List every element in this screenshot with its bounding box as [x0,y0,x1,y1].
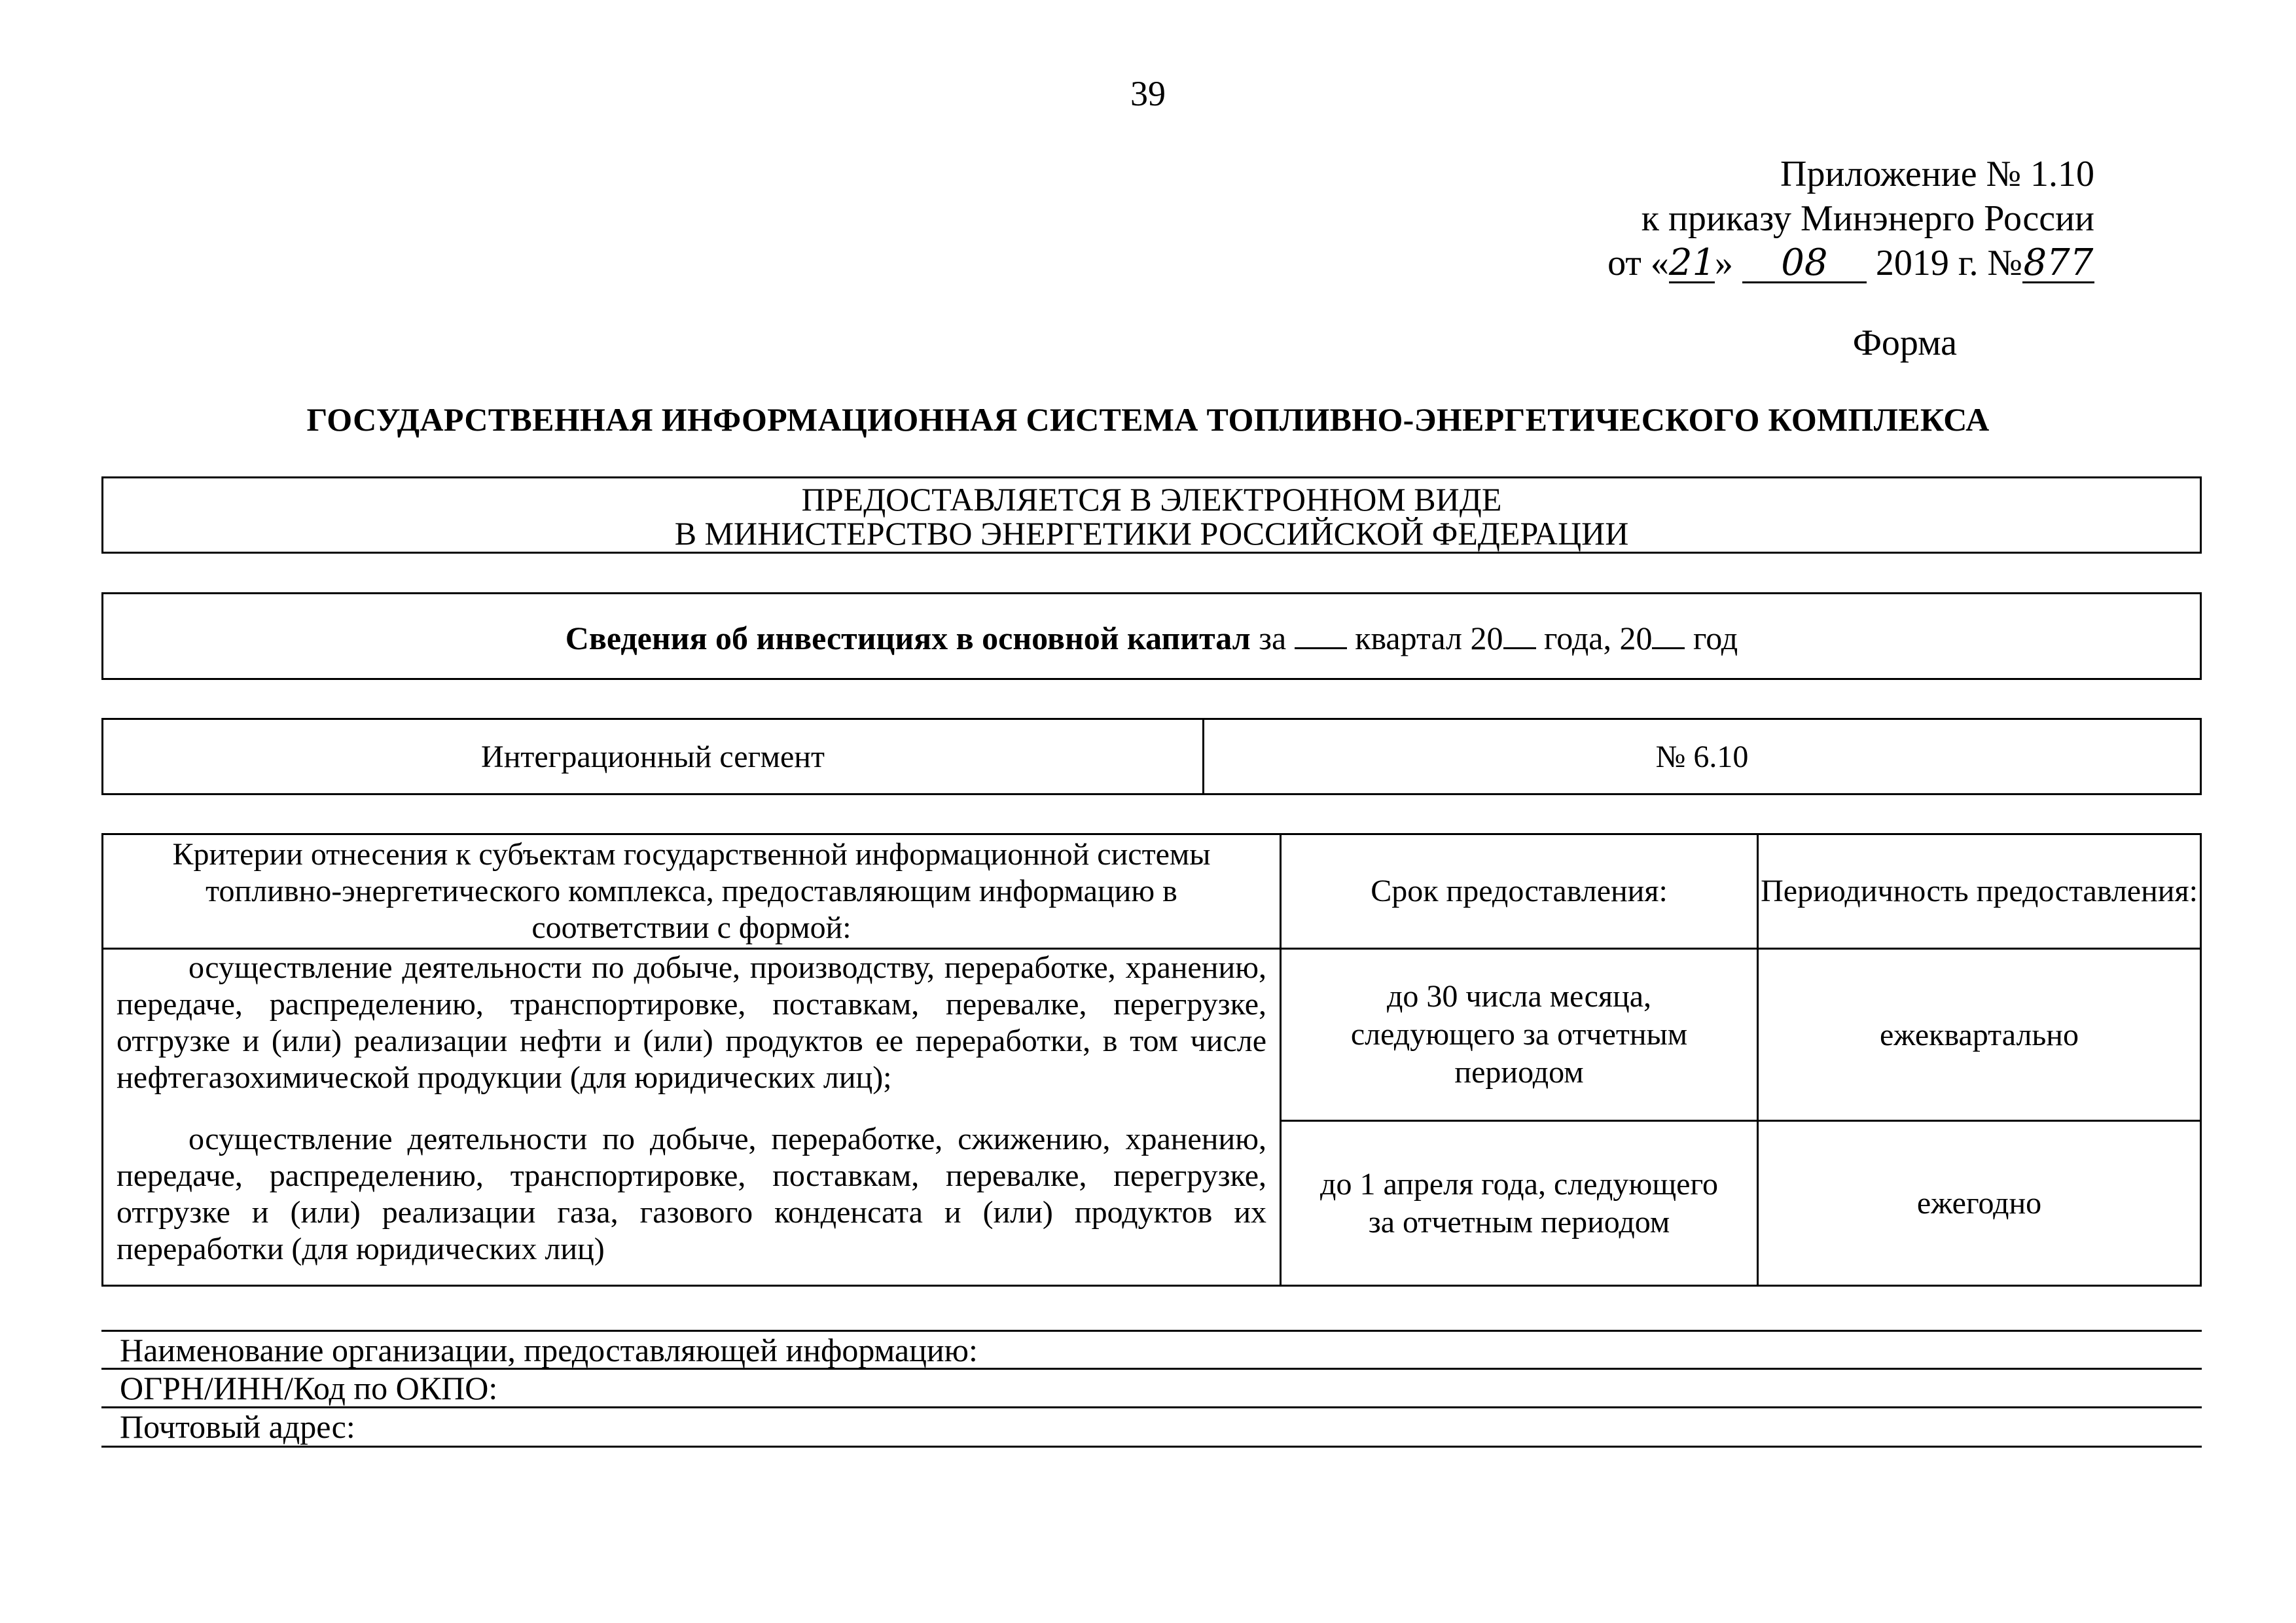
appendix-title: Приложение № 1.10 [1780,154,2094,194]
submission-box [101,476,2202,554]
date-year: 2019 г. № [1875,243,2022,283]
criteria-table [101,833,2202,1287]
main-title: ГОСУДАРСТВЕННАЯ ИНФОРМАЦИОННАЯ СИСТЕМА ТОПЛИВНО-ЭНЕРГЕТИЧЕСКОГО КОМПЛЕКСА [306,401,1990,438]
deadline-header: Срок предоставления: [1281,834,1758,949]
submission-line-1: ПРЕДОСТАВЛЯЕТСЯ В ЭЛЕКТРОННОМ ВИДЕ [801,481,1502,518]
criteria-header: Критерии отнесения к субъектам государственной информационной системы топливно-энергетического комплекса, предоставляющим информацию в соответствии с формой: [103,834,1281,949]
report-title-bold: Сведения об инвестициях в основной капитал [565,620,1251,656]
handwritten-order-number: 877 [2023,241,2094,284]
periodicity-header: Периодичность предоставления: [1758,834,2201,949]
appendix-header [1607,152,2094,285]
report-title-kvartal: квартал 20 [1355,620,1503,656]
criteria-header-row [103,834,2201,949]
report-title-za: за [1259,620,1287,656]
table-row [103,1121,2201,1286]
year-blank-1[interactable] [1503,618,1536,649]
date-prefix: от « [1607,243,1669,283]
criteria-oil [103,949,1281,1121]
periodicity-gas: ежегодно [1758,1121,2201,1286]
segment-label: Интеграционный сегмент [103,719,1204,794]
report-title-box [101,592,2202,680]
footer-address[interactable]: Почтовый адрес: [101,1408,2202,1448]
criteria-gas-text: осуществление деятельности по добыче, переработке, сжижению, хранению, передаче, распределению, транспортировке, поставкам, перевалке, перегрузке, отгрузке и (или) реализации газа, газового конденсата и (или) продуктов их переработки (для юридических лиц) [117,1121,1266,1266]
deadline-oil: до 30 числа месяца, следующего за отчетным периодом [1281,949,1758,1121]
year-blank-2[interactable] [1652,618,1685,649]
page-number: 39 [1130,74,1166,113]
submission-line-2: В МИНИСТЕРСТВО ЭНЕРГЕТИКИ РОССИЙСКОЙ ФЕДЕРАЦИИ [674,515,1629,552]
criteria-oil-text: осуществление деятельности по добыче, производству, переработке, хранению, передаче, распределению, транспортировке, поставкам, перевалке, перегрузке, отгрузке и (или) реализации нефти и (или) продуктов ее переработки, в том числе нефтегазохимической продукции (для юридических лиц); [117,950,1266,1095]
form-label: Форма [1852,323,1957,363]
quarter-blank[interactable] [1295,618,1347,649]
handwritten-month: 08 [1742,245,1867,283]
date-mid: » [1714,243,1733,283]
segment-number: № 6.10 [1204,719,2201,794]
segment-table [101,718,2202,795]
report-title-goda: года, 20 [1544,620,1653,656]
appendix-order-ref: к приказу Минэнерго России [1641,198,2094,239]
report-title-god: год [1693,620,1738,656]
criteria-gas [103,1121,1281,1286]
deadline-gas: до 1 апреля года, следующего за отчетным периодом [1281,1121,1758,1286]
footer-org-name[interactable]: Наименование организации, предоставляющей информацию: [101,1330,2202,1370]
appendix-date-line [1607,241,2094,285]
periodicity-oil: ежеквартально [1758,949,2201,1121]
footer-ogrn[interactable]: ОГРН/ИНН/Код по ОКПО: [101,1370,2202,1408]
handwritten-day: 21 [1668,241,1716,284]
table-row [103,949,2201,1121]
